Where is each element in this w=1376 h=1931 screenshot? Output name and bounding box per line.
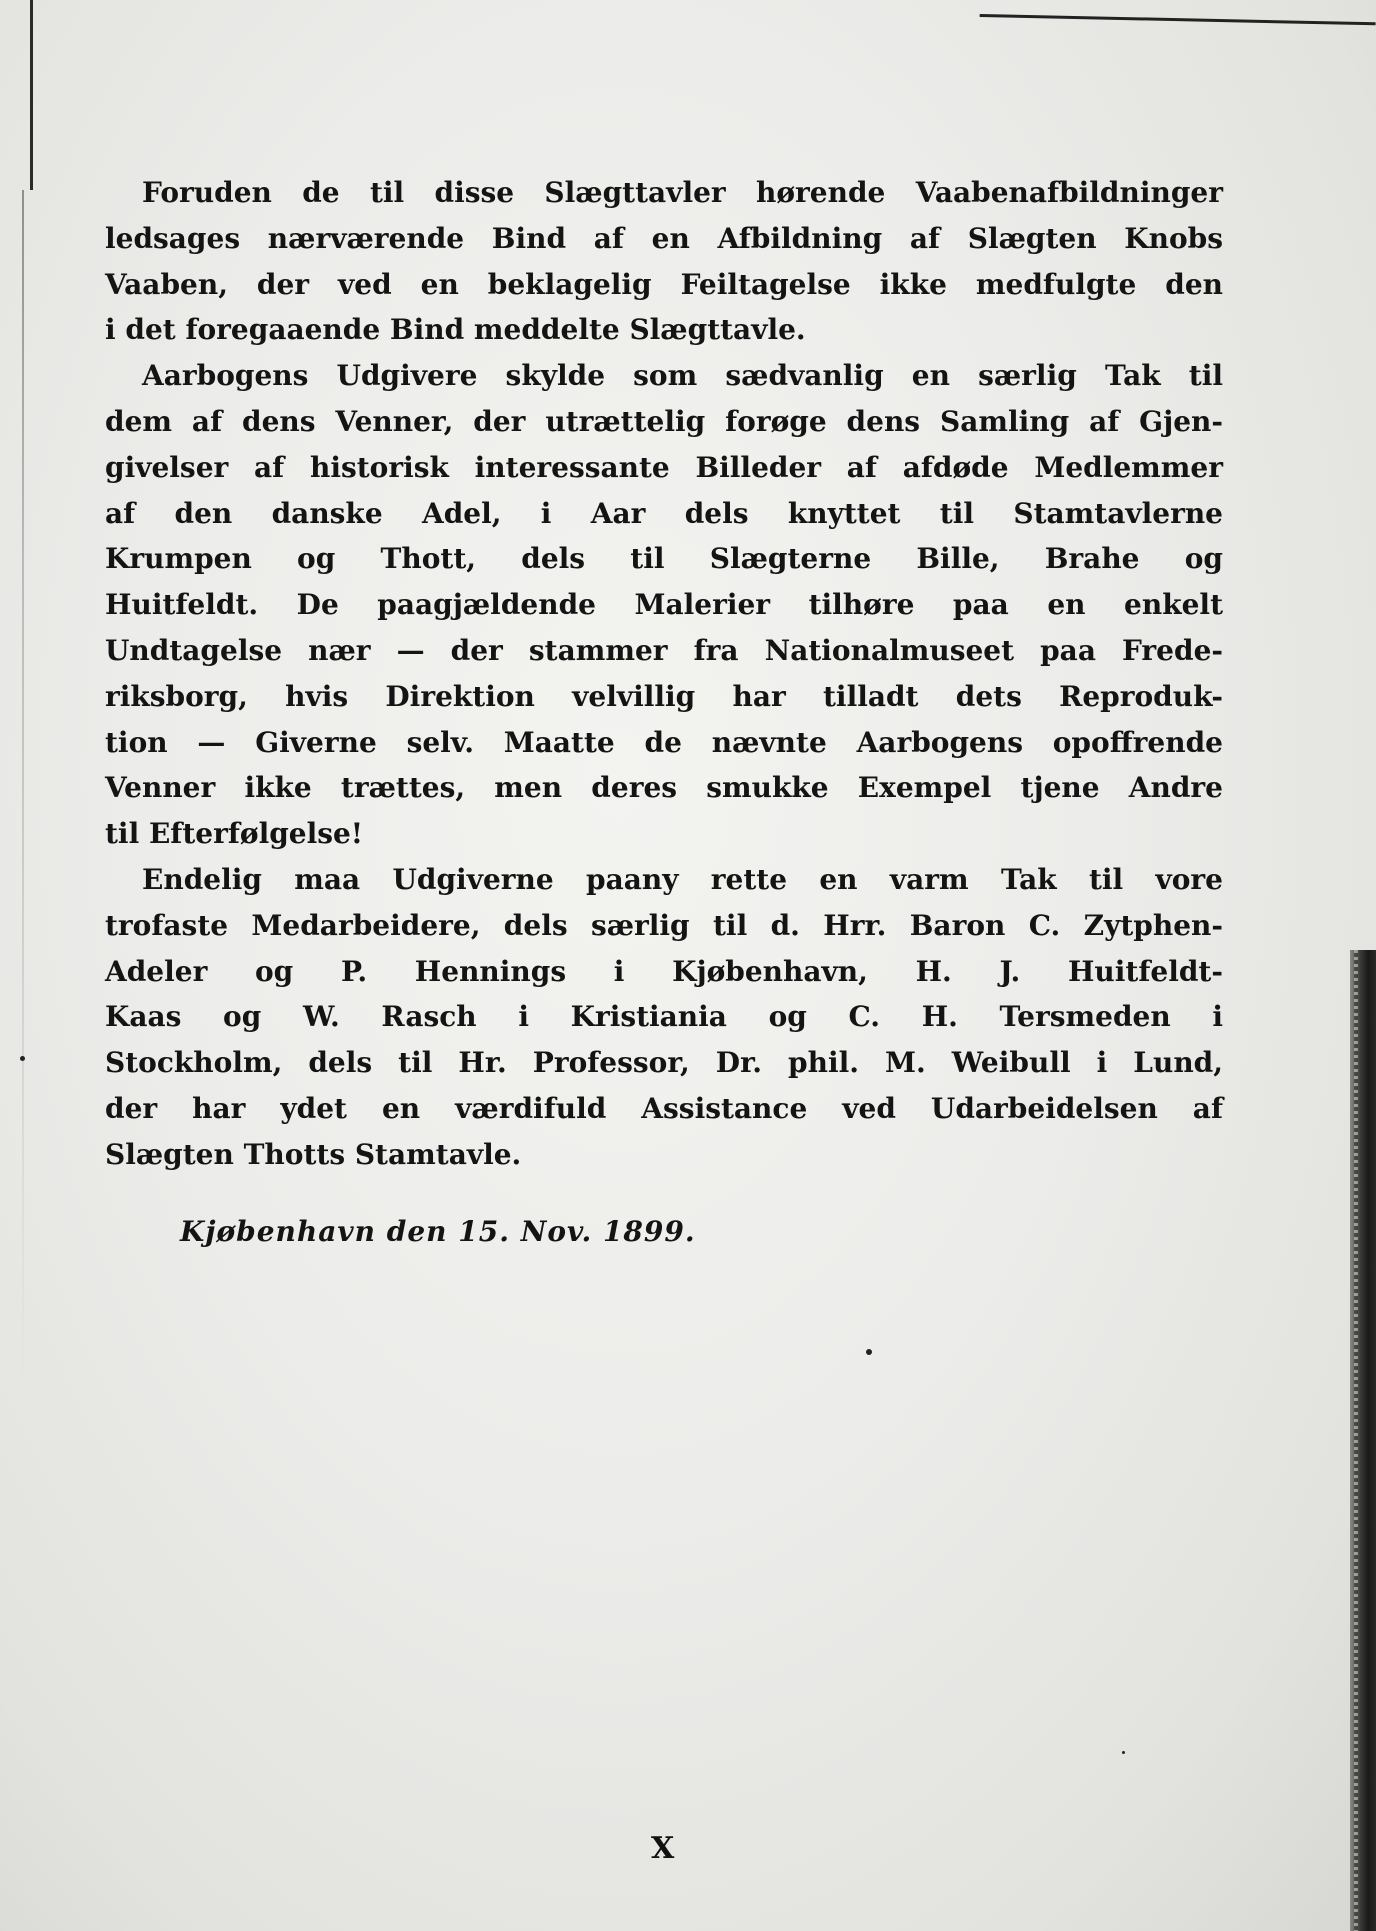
text-line: Endelig maa Udgiverne paany rette en varm Tak til vore xyxy=(142,862,1223,896)
place-date-signature: Kjøbenhavn den 15. Nov. 1899. xyxy=(180,1215,696,1248)
text-line: riksborg, hvis Direktion velvillig har tilladt dets Reproduk- xyxy=(105,679,1223,713)
text-line: ledsages nærværende Bind af en Afbildning af Slægten Knobs xyxy=(105,221,1223,255)
text-line: i det foregaaende Bind meddelte Slægttavle. xyxy=(105,313,806,347)
text-line: Vaaben, der ved en beklagelig Feiltagelse ikke medfulgte den xyxy=(105,267,1223,301)
text-line: givelser af historisk interessante Billeder af afdøde Medlemmer xyxy=(105,450,1223,484)
page-edge-left-shadow xyxy=(22,190,24,1390)
page-edge-left xyxy=(30,0,33,190)
text-line: Aarbogens Udgivere skylde som sædvanlig en særlig Tak til xyxy=(142,359,1223,393)
text-line: Slægten Thotts Stamtavle. xyxy=(105,1137,522,1171)
page-number: X xyxy=(651,1831,675,1866)
body-text xyxy=(105,170,1223,1178)
text-line: Venner ikke trættes, men deres smukke Exempel tjene Andre xyxy=(105,771,1223,805)
paragraph-2 xyxy=(105,353,1223,857)
text-line: til Efterfølgelse! xyxy=(105,817,364,851)
paragraph-3 xyxy=(105,857,1223,1178)
page-edge-top xyxy=(980,0,1376,25)
text-line: Kaas og W. Rasch i Kristiania og C. H. Tersmeden i xyxy=(105,1000,1223,1034)
text-line: af den danske Adel, i Aar dels knyttet til Stamtavlerne xyxy=(105,496,1223,530)
text-line: tion — Giverne selv. Maatte de nævnte Aarbogens opoffrende xyxy=(105,725,1223,759)
text-line: dem af dens Venner, der utrættelig forøge dens Samling af Gjen- xyxy=(105,404,1223,438)
ink-speck xyxy=(20,1056,25,1061)
text-line: Undtagelse nær — der stammer fra Nationalmuseet paa Frede- xyxy=(105,633,1223,667)
text-line: Stockholm, dels til Hr. Professor, Dr. phil. M. Weibull i Lund, xyxy=(105,1046,1223,1080)
text-line: der har ydet en værdifuld Assistance ved Udarbeidelsen af xyxy=(105,1091,1223,1125)
ink-speck xyxy=(866,1349,872,1355)
paragraph-1 xyxy=(105,170,1223,353)
text-line: trofaste Medarbeidere, dels særlig til d. Hrr. Baron C. Zytphen- xyxy=(105,908,1223,942)
ink-speck xyxy=(1122,1751,1125,1754)
page-edge-right-grain xyxy=(1354,950,1358,1931)
text-line: Huitfeldt. De paagjældende Malerier tilhøre paa en enkelt xyxy=(105,588,1223,622)
text-line: Adeler og P. Hennings i Kjøbenhavn, H. J. Huitfeldt- xyxy=(105,954,1223,988)
text-line: Foruden de til disse Slægttavler hørende Vaabenafbildninger xyxy=(142,176,1223,209)
text-line: Krumpen og Thott, dels til Slægterne Bille, Brahe og xyxy=(105,542,1223,576)
